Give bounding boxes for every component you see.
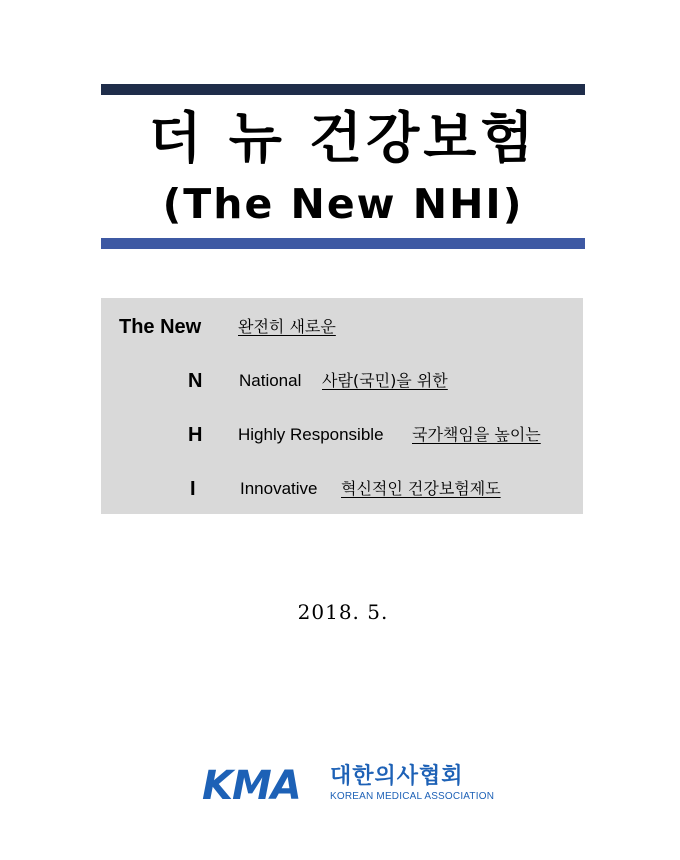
acronym-row-h <box>101 420 583 450</box>
acronym-key: H <box>188 424 203 446</box>
acronym-row-the-new <box>101 312 583 342</box>
acronym-korean: 국가책임을 높이는 <box>412 425 541 444</box>
acronym-key: N <box>188 370 203 392</box>
kma-logo-english: KOREAN MEDICAL ASSOCIATION <box>330 791 495 802</box>
acronym-english: National <box>239 371 302 390</box>
acronym-korean: 혁신적인 건강보험제도 <box>341 479 501 498</box>
acronym-row-i <box>101 474 583 504</box>
title-english: (The New NHI) <box>162 180 524 228</box>
kma-logo-korean: 대한의사협회 <box>330 764 464 789</box>
kma-logo-mark: KMA <box>202 763 301 809</box>
publication-date: 2018. 5. <box>297 600 389 624</box>
acronym-key: The New <box>119 316 202 338</box>
acronym-korean: 사람(국민)을 위한 <box>322 371 448 390</box>
acronym-box <box>101 298 583 514</box>
kma-logo <box>202 763 495 809</box>
acronym-english: Innovative <box>240 479 318 498</box>
acronym-row-n <box>101 366 583 396</box>
acronym-key: I <box>190 478 196 500</box>
acronym-korean: 완전히 새로운 <box>238 317 336 336</box>
bottom-rule <box>101 238 585 249</box>
title-korean: 더 뉴 건강보험 <box>148 106 538 170</box>
top-rule <box>101 84 585 95</box>
acronym-english: Highly Responsible <box>238 425 384 444</box>
